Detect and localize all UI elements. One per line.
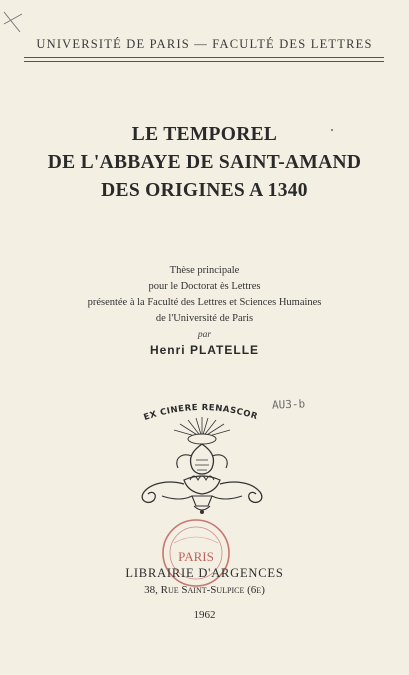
- institution-header: UNIVERSITÉ DE PARIS — FACULTÉ DES LETTRES: [36, 37, 373, 51]
- title-line-2: DE L'ABBAYE DE SAINT-AMAND: [47, 152, 362, 173]
- publisher-name: LIBRAIRIE D'ARGENCES: [125, 566, 284, 580]
- header-rule-bottom: [24, 61, 384, 62]
- corner-fold-mark: [2, 10, 24, 40]
- author-name: Henri PLATELLE: [149, 343, 260, 357]
- thesis-line-2: pour le Doctorat ès Lettres: [148, 281, 261, 292]
- title-line-1: LE TEMPOREL: [131, 124, 278, 145]
- thesis-statement: [0, 263, 409, 327]
- thesis-line-4: de l'Université de Paris: [155, 313, 254, 324]
- thesis-line-1: Thèse principale: [169, 265, 240, 276]
- thesis-line-3: présentée à la Faculté des Lettres et Sciences Humaines: [87, 297, 322, 308]
- svg-text:EX CINERE RENASCOR: EX CINERE RENASCOR: [142, 402, 259, 424]
- header-rule-top: [24, 57, 384, 58]
- book-title: [0, 121, 409, 205]
- title-line-3: DES ORIGINES A 1340: [101, 180, 308, 201]
- by-label: par: [197, 330, 212, 340]
- stamp-text: PARIS: [178, 549, 214, 564]
- handwritten-note: AU3-b: [271, 397, 306, 412]
- publication-year: 1962: [193, 609, 216, 621]
- speck: [331, 129, 333, 131]
- phoenix-emblem-icon: [122, 396, 282, 526]
- publisher-address: 38, Rue Saint-Sulpice (6e): [144, 584, 265, 596]
